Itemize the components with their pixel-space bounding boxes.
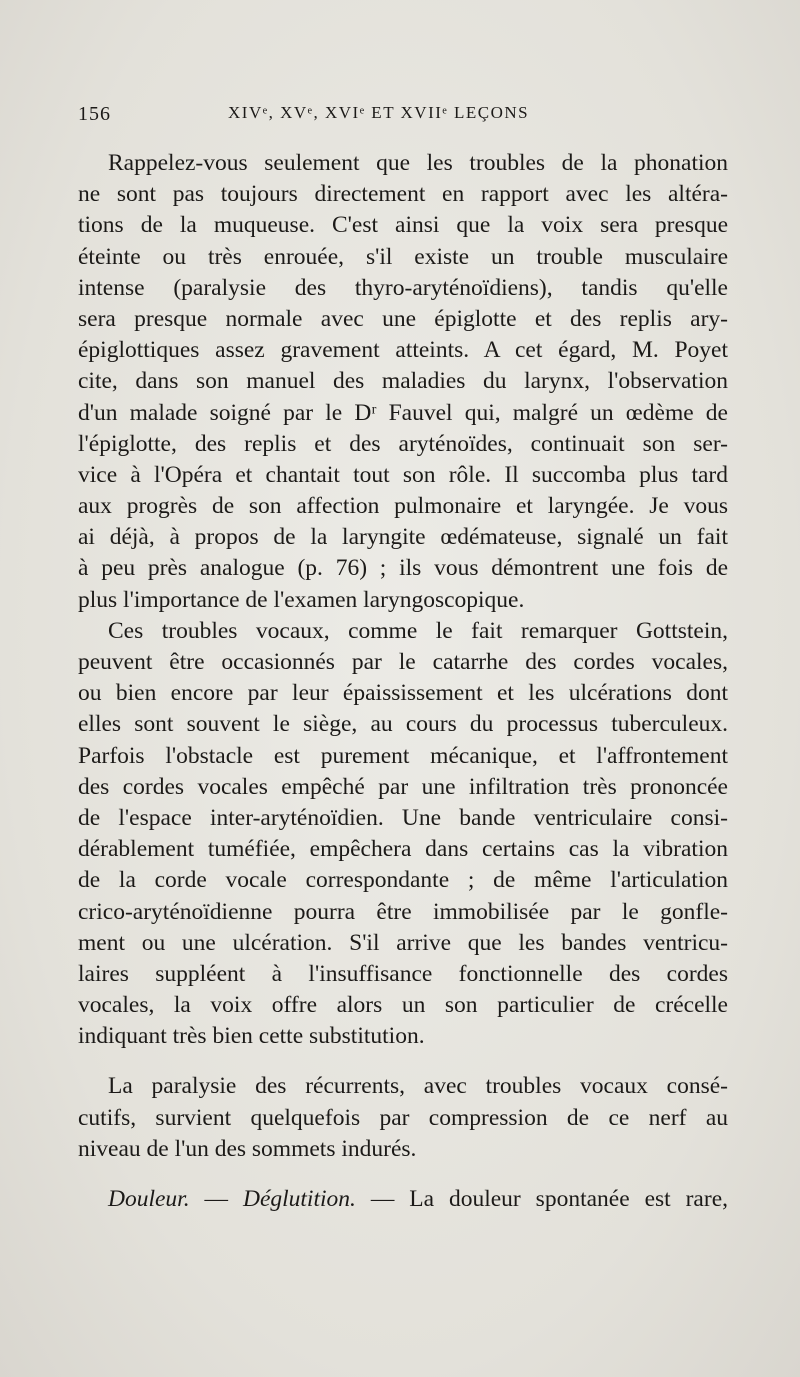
text-line: de l'espace inter-aryténoïdien. Une bande ventriculaire consi- <box>78 804 728 831</box>
text-line: La paralysie des récurrents, avec troubles vocaux consé- <box>108 1073 728 1100</box>
paragraph-4 <box>78 1184 728 1215</box>
text-line: ment ou une ulcération. S'il arrive que les bandes ventricu- <box>78 929 728 956</box>
em-dash: — <box>189 1186 243 1212</box>
text-line: des cordes vocales empêché par une infiltration très prononcée <box>78 773 728 800</box>
text-line: vocales, la voix offre alors un son particulier de crécelle <box>78 992 728 1019</box>
paragraph-2 <box>78 616 728 1053</box>
text-line: aux progrès de son affection pulmonaire et laryngée. Je vous <box>78 493 728 520</box>
text-line: l'épiglotte, des replis et des aryténoïdes, continuait son ser- <box>78 430 728 457</box>
text-line: à peu près analogue (p. 76) ; ils vous démontrent une fois de <box>78 555 728 582</box>
text-line: dérablement tuméfiée, empêchera dans certains cas la vibration <box>78 836 728 863</box>
text-line: tions de la muqueuse. C'est ainsi que la voix sera presque <box>78 212 728 239</box>
text-line: cutifs, survient quelquefois par compression de ce nerf au <box>78 1104 728 1131</box>
text-line: de la corde vocale correspondante ; de même l'articulation <box>78 867 728 894</box>
paragraph-3 <box>78 1071 728 1165</box>
paragraph-gap <box>78 1165 728 1184</box>
text-line: niveau de l'un des sommets indurés. <box>78 1135 417 1162</box>
page-header <box>78 103 728 133</box>
running-title: XIVᵉ, XVᵉ, XVIᵉ ET XVIIᵉ LEÇONS <box>228 103 530 122</box>
section-heading-douleur: Douleur. <box>108 1186 190 1212</box>
text-line: intense (paralysie des thyro-aryténoïdiens), tandis qu'elle <box>78 274 728 301</box>
body-text <box>78 148 728 1215</box>
paragraph-1 <box>78 148 728 616</box>
text-line: indiquant très bien cette substitution. <box>78 1023 425 1050</box>
text-line: vice à l'Opéra et chantait tout son rôle. Il succomba plus tard <box>78 461 728 488</box>
text-line: Rappelez-vous seulement que les troubles de la phonation <box>108 150 728 176</box>
text-line: ai déjà, à propos de la laryngite œdémateuse, signalé un fait <box>78 524 728 551</box>
text-line: ne sont pas toujours directement en rapport avec les altéra- <box>78 181 728 208</box>
line-text: — La douleur spontanée est rare, <box>355 1186 728 1212</box>
section-heading-deglutition: Déglutition. <box>242 1186 356 1212</box>
text-line: éteinte ou très enrouée, s'il existe un trouble musculaire <box>78 243 728 270</box>
text-line: Ces troubles vocaux, comme le fait remarquer Gottstein, <box>108 617 728 644</box>
text-line: laires suppléent à l'insuffisance fonctionnelle des cordes <box>78 960 728 987</box>
text-line: épiglottiques assez gravement atteints. A cet égard, M. Poyet <box>78 337 728 364</box>
text-line: plus l'importance de l'examen laryngoscopique. <box>78 586 525 613</box>
text-line: ou bien encore par leur épaississement et les ulcérations dont <box>78 680 728 707</box>
text-line: peuvent être occasionnés par le catarrhe des cordes vocales, <box>78 649 728 675</box>
text-line: sera presque normale avec une épiglotte et des replis ary- <box>78 305 728 332</box>
text-line: Parfois l'obstacle est purement mécanique, et l'affrontement <box>78 742 728 769</box>
paragraph-gap <box>78 1052 728 1071</box>
text-line: d'un malade soigné par le Dʳ Fauvel qui, malgré un œdème de <box>78 399 728 426</box>
page-number: 156 <box>78 103 111 125</box>
text-line: crico-aryténoïdienne pourra être immobilisée par le gonfle- <box>78 898 728 925</box>
text-line <box>78 1184 728 1215</box>
text-line: cite, dans son manuel des maladies du larynx, l'observation <box>78 368 728 395</box>
text-line: elles sont souvent le siège, au cours du processus tuberculeux. <box>78 711 728 738</box>
